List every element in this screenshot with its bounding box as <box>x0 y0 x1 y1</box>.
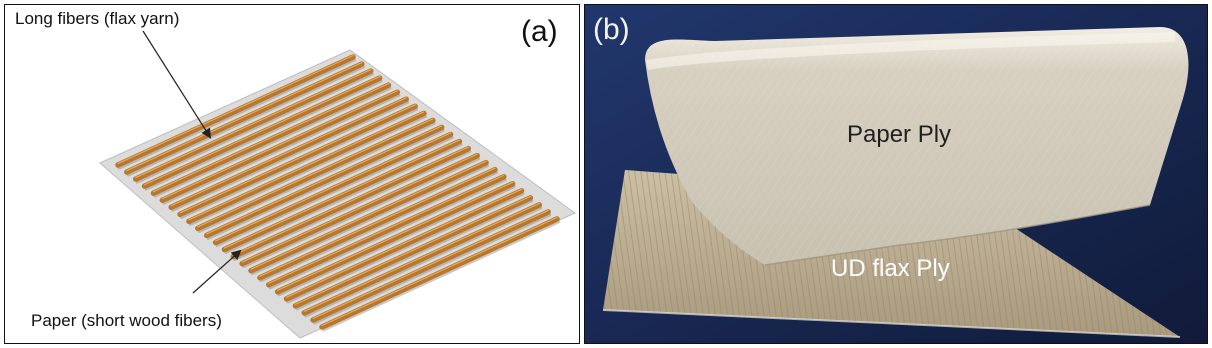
ply-photo <box>585 5 1208 344</box>
panel-tag-b: (b) <box>593 13 630 46</box>
arrow-long-fibers <box>143 31 210 137</box>
panel-a-schematic <box>4 4 580 344</box>
label-long-fibers: Long fibers (flax yarn) <box>15 9 180 28</box>
panel-tag-a: (a) <box>521 15 558 48</box>
panel-b-photo <box>584 4 1208 344</box>
ply-schematic <box>5 5 580 344</box>
label-paper: Paper (short wood fibers) <box>31 311 222 330</box>
label-paper-ply: Paper Ply <box>847 121 952 148</box>
label-flax-ply: UD flax Ply <box>831 255 950 282</box>
